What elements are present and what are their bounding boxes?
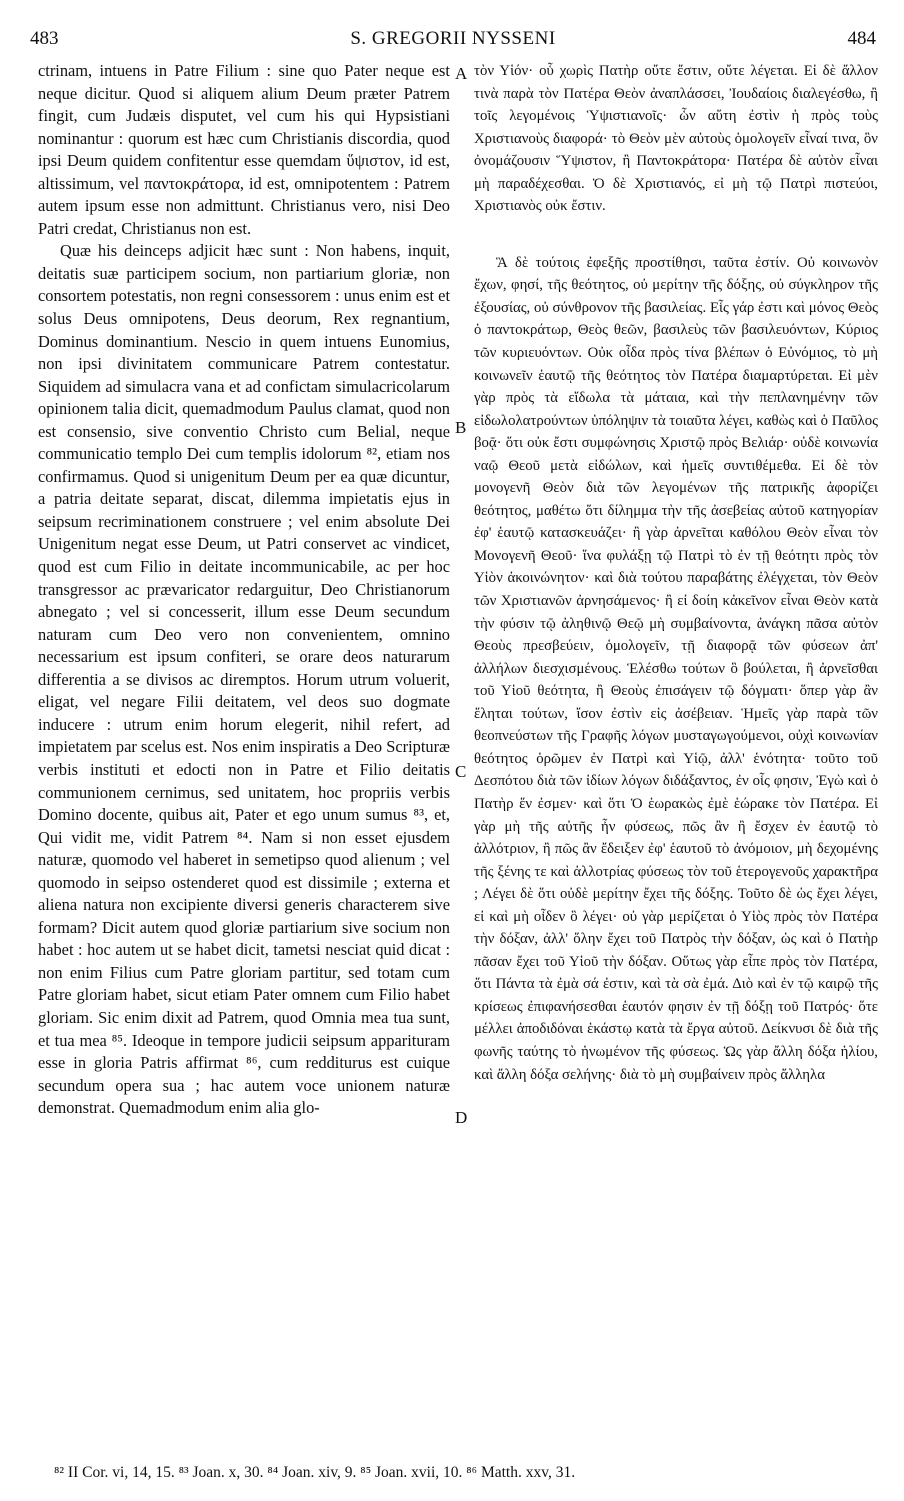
page-number-left: 483	[30, 28, 59, 49]
running-title: S. GREGORII NYSSENI	[350, 28, 556, 49]
latin-column	[38, 60, 450, 1120]
greek-column	[474, 60, 878, 1086]
footnotes: ⁸² II Cor. vi, 14, 15. ⁸³ Joan. x, 30. ⁸⁴ Joan. xiv, 9. ⁸⁵ Joan. xvii, 10. ⁸⁶ Matth. xxv, 31.	[54, 1464, 576, 1481]
section-marker-b: B	[455, 418, 467, 437]
page-number-right: 484	[847, 28, 876, 49]
latin-paragraph-2: Quæ his deinceps adjicit hæc sunt : Non habens, inquit, deitatis suæ participem socium, non partiarium gloriæ, non consortem potestatis, non regni consessorem : unus enim est et solus Deus omnipotens, Deus deorum, Rex regnantium, Dominus dominantium. Nescio in quem intuens Eunomius, non ipsi divinitatem communicare Patrem contestatur. Siquidem ad simulacra vana et ad confictam simulacricolarum opinionem talia dicit, quemadmodum Paulus clamat, quod non est consensio, sive conventio Christo cum Belial, neque communicatio templo Dei cum templis idolorum ⁸², etiam nos confirmamus. Quod si unigenitum Deum per ea quæ dicuntur, a patria deitate separat, discat, dilemma impietatis ejus in seipsum recriminationem construere ; vel enim absolute Dei Unigenitum negat esse Deum, ut Patri conservet ac vindicet, quod est cum Filio in deitate incommunicabile, ac per hoc transgressor ac prævaricator redarguitur, Deo Christianorum abnegato ; vel si concesserit, illum esse Deum secundum naturam cum Deo vero non convenientem, omnino necessarium est ipsum confiteri, se orare deos naturarum differentia a se divisos ac diremptos. Horum utrum voluerit, eligat, vel negare Filii deitatem, vel deos suo dogmate inducere : utrum enim horum elegerit, nihil refert, ad impietatem par scelus est. Nos enim inspiratis a Deo Scripturæ verbis instituti et edocti non in Patre et Filio deitatis communionem cernimus, sed unitatem, hoc propriis verbis Domino docente, quibus ait, Pater et ego unum sumus ⁸³, et, Qui vidit me, vidit Patrem ⁸⁴. Nam si non esset ejusdem naturæ, quomodo vel haberet in semetipso quod alienum ; vel quomodo in seipso ostenderet quod est dissimile ; externa et aliena natura non excipiente diversi generis characterem sive formam? Dicit autem quod gloriæ partiarium sive socium non habet : hoc autem ut se habet dicit, tametsi nesciat quid dicat : non enim Filius cum Patre gloriam partitur, sed totam cum Patre gloriam habet, sicut etiam Pater omnem cum Filio habet gloriam. Sic enim dixit ad Patrem, quod Omnia mea tua sunt, et tua mea ⁸⁵. Ideoque in tempore judicii seipsum apparituram esse in gloria Patris affirmat ⁸⁶, cum redditurus est cuique secundum opera sua ; hac autem voce unionem naturæ demonstrat. Quemadmodum enim alia glo-	[38, 241, 450, 1118]
latin-paragraph-1: ctrinam, intuens in Patre Filium : sine quo Pater neque est neque dicitur. Quod si aliquem alium Deum præter Patrem fingit, cum Judæis disputet, vel cum his qui Hypsistiani nominantur : quorum est hæc cum Christianis discordia, quod ipsi Deum quidem confitentur esse quemdam ὕψιστον, id est, altissimum, vel παντοκράτορα, id est, omnipotentem : Patrem autem ipsum esse non admittunt. Christianus vero, nisi Deo Patri credat, Christianus non est.	[38, 61, 450, 238]
section-marker-d: D	[455, 1108, 468, 1127]
greek-paragraph-1: τὸν Υἱόν· οὗ χωρὶς Πατὴρ οὔτε ἔστιν, οὔτε λέγεται. Εἰ δὲ ἄλλον τινὰ παρὰ τὸν Πατέρα Θεὸν ἀναπλάσσει, Ἰουδαίοις διαλεγέσθω, ἢ τοῖς λεγομένοις Ὑψιστιανοῖς· ὧν αὕτη ἐστὶν ἡ πρὸς τοὺς Χριστιανοὺς διαφορά· τὸ Θεὸν μὲν αὐτοὺς ὁμολογεῖν εἶναί τινα, ὃν ὀνομάζουσιν Ὕψιστον, ἢ Παντοκράτορα· Πατέρα δὲ αὐτὸν εἶναι μὴ παραδέχεσθαι. Ὁ δὲ Χριστιανός, εἰ μὴ τῷ Πατρὶ πιστεύοι, Χριστιανὸς οὐκ ἔστιν.	[474, 63, 878, 215]
section-marker-c: C	[455, 762, 467, 781]
greek-paragraph-2: Ἃ δὲ τούτοις ἐφεξῆς προστίθησι, ταῦτα ἐστίν. Οὐ κοινωνὸν ἔχων, φησί, τῆς θεότητος, οὐ μερίτην τῆς δόξης, οὐ σύγκληρον τῆς ἐξουσίας, οὐ σύνθρονον τῆς βασιλείας. Εἷς γάρ ἐστι καὶ μόνος Θεὸς ὁ παντοκράτωρ, Θεὸς θεῶν, βασιλεὺς τῶν βασιλευόντων, Κύριος τῶν κυριευόντων. Οὐκ οἶδα πρὸς τίνα βλέπων ὁ Εὐνόμιος, τὸ μὴ κοινωνεῖν ἑαυτῷ τῆς θεότητος τὸν Πατέρα διαμαρτύρεται. Εἰ μὲν γὰρ πρὸς τὰ εἴδωλα τὰ μάταια, καὶ τὴν πεπλανημένην τῶν εἰδωλολατρούντων ὑπόληψιν τὰ τοιαῦτα λέγει, καθὼς καὶ ὁ Παῦλος βοᾷ· ὅτι οὐκ ἔστι συμφώνησις Χριστῷ πρὸς Βελιάρ· οὐδὲ κοινωνία ναῷ Θεοῦ μετὰ εἰδώλων, καὶ ἡμεῖς συντιθέμεθα. Εἰ δὲ τὸν μονογενῆ Θεὸν διὰ τῶν λεγομένων τῆς πατρικῆς ἀφορίζει θεότητος, μαθέτω ὅτι δίλημμα τὴν τῆς ἀσεβείας αὐτοῦ κατηγορίαν ἐφ' ἑαυτῷ κατασκευάζει· ἢ γὰρ ἀρνεῖται καθόλου Θεὸν εἶναι τὸν Μονογενῆ Θεοῦ· ἵνα φυλάξῃ τῷ Πατρὶ τὸ ἐν τῇ θεότητι πρὸς τὸν Υἱὸν ἀκοινώνητον· καὶ διὰ τούτου παραβάτης ἐλέγχεται, τὸν Θεὸν τῶν Χριστιανῶν ἀρνησάμενος· ἢ εἰ δοίη κἀκεῖνον εἶναι Θεὸν κατὰ τὴν φύσιν τῷ ἀληθινῷ Θεῷ μὴ συμβαίνοντα, ἀνάγκη πᾶσα αὐτὸν Θεοὺς πρεσβεύειν, ὁμολογεῖν, τῇ διαφορᾷ τῶν φύσεων ἀπ' ἀλλήλων διεσχισμένους. Ἑλέσθω τούτων ὃ βούλεται, ἢ ἀρνεῖσθαι τοῦ Υἱοῦ θεότητα, ἢ Θεοὺς ἐπισάγειν τῷ δόγματι· ὅπερ γὰρ ἂν ἕληται τούτων, ἴσον ἐστὶν εἰς ἀσέβειαν. Ἡμεῖς γὰρ παρὰ τῶν θεοπνεύστων τῆς Γραφῆς λόγων μυσταγωγούμενοι, οὐχὶ κοινωνίαν θεότητος ὁρῶμεν ἐν Πατρὶ καὶ Υἱῷ, ἀλλ' ἑνότητα· τοῦτο τοῦ Δεσπότου διὰ τῶν ἰδίων λόγων διδάξαντος, ἐν οἷς φησιν, Ἐγὼ καὶ ὁ Πατὴρ ἕν ἐσμεν· καὶ ὅτι Ὁ ἑωρακὼς ἐμὲ ἑώρακε τὸν Πατέρα. Εἰ γὰρ μὴ τῆς αὐτῆς ἦν φύσεως, πῶς ἂν ἢ ἔσχεν ἐν ἑαυτῷ τὸ ἀλλότριον, ἢ πῶς ἂν ἔδειξεν ἐφ' ἑαυτοῦ τὸ ἀνόμοιον, μὴ δεχομένης τῆς ξένης τε καὶ ἀλλοτρίας φύσεως τὸν τοῦ ἑτερογενοῦς χαρακτῆρα ; Λέγει δὲ ὅτι οὐδὲ μερίτην ἔχει τῆς δόξης. Τοῦτο δὲ ὡς ἔχει λέγει, εἰ καὶ μὴ οἶδεν ὃ λέγει· οὐ γὰρ μερίζεται ὁ Υἱὸς πρὸς τὸν Πατέρα τὴν δόξαν, ἀλλ' ὅλην ἔχει τοῦ Πατρὸς τὴν δόξαν, ὡς καὶ ὁ Πατὴρ πᾶσαν ἔχει τοῦ Υἱοῦ τὴν δόξαν. Οὕτως γὰρ εἶπε πρὸς τὸν Πατέρα, ὅτι Πάντα τὰ ἐμὰ σά ἐστιν, καὶ τὰ σὰ ἐμά. Διὸ καὶ ἐν τῷ καιρῷ τῆς κρίσεως ἐπιφανήσεσθαι ἑαυτόν φησιν ἐν τῇ δόξῃ τοῦ Πατρός· ὅτε μέλλει ἀποδιδόναι ἑκάστῳ κατὰ τὰ ἔργα αὐτοῦ. Δείκνυσι δὲ διὰ τῆς φωνῆς ταύτης τὸ ἡνωμένον τῆς φύσεως. Ὡς γὰρ ἄλλη δόξα ἡλίου, καὶ ἄλλη δόξα σελήνης· διὰ τὸ μὴ συμβαίνειν πρὸς ἄλληλα	[474, 254, 878, 1083]
section-marker-a: A	[455, 64, 468, 83]
paragraph-gap	[474, 218, 878, 252]
page-header	[30, 24, 876, 54]
